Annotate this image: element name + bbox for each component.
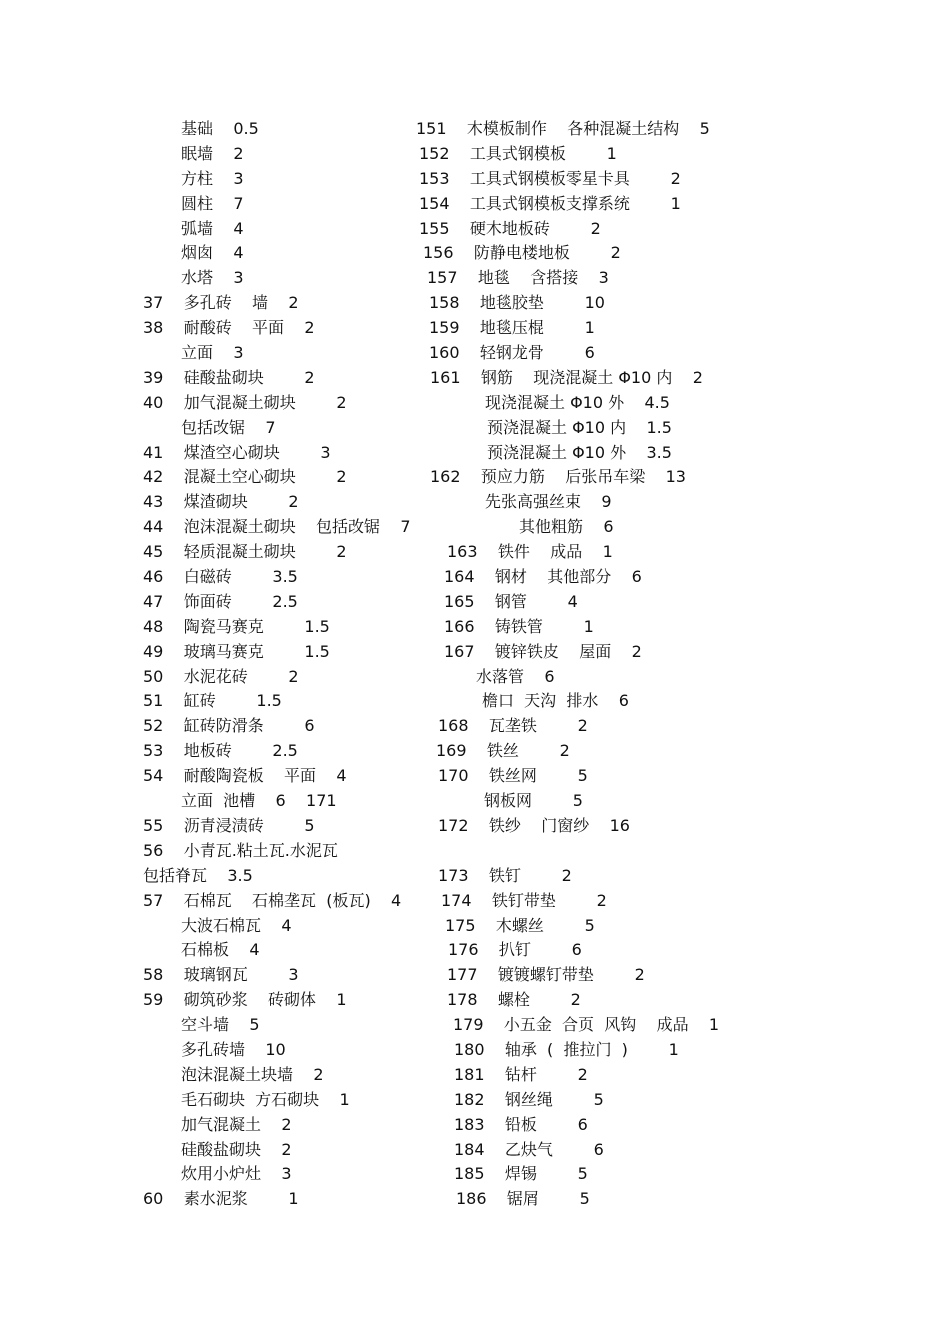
line-text: 176 扒钉 6 [448, 940, 582, 960]
line-text: 立面 3 [181, 343, 244, 363]
text-line [143, 441, 443, 466]
text-line [143, 167, 443, 192]
line-text: 毛石砌块 方石砌块 1 [181, 1089, 350, 1109]
text-line [143, 192, 443, 217]
line-text: 168 瓦垄铁 2 [438, 716, 588, 736]
line-text: 现浇混凝土 Φ10 外 4.5 [485, 392, 670, 412]
text-line [143, 217, 443, 242]
line-text: 47 饰面砖 2.5 [143, 591, 298, 611]
line-text: 石棉板 4 [181, 940, 260, 960]
text-line [416, 465, 746, 490]
text-line [143, 291, 443, 316]
text-line [416, 117, 746, 142]
text-line [416, 665, 746, 690]
text-line [143, 689, 443, 714]
text-line [143, 1187, 443, 1212]
line-text: 169 铁丝 2 [436, 741, 570, 761]
line-text: 水落管 6 [476, 666, 555, 686]
line-text: 41 煤渣空心砌块 3 [143, 442, 331, 462]
line-text: 40 加气混凝土砌块 2 [143, 392, 347, 412]
line-text: 48 陶瓷马赛克 1.5 [143, 616, 330, 636]
text-line [143, 789, 443, 814]
line-text: 163 铁件 成品 1 [447, 542, 613, 562]
line-text: 先张高强丝束 9 [485, 492, 612, 512]
text-line [143, 391, 443, 416]
text-line [416, 540, 746, 565]
line-text: 58 玻璃钢瓦 3 [143, 965, 299, 985]
line-text: 153 工具式钢模板零星卡具 2 [419, 168, 681, 188]
text-line [416, 1187, 746, 1212]
text-line [416, 266, 746, 291]
text-line [143, 366, 443, 391]
text-line [416, 1088, 746, 1113]
text-line [143, 1088, 443, 1113]
text-line [143, 665, 443, 690]
text-line [143, 1038, 443, 1063]
text-line [143, 889, 443, 914]
line-text: 182 钢丝绳 5 [454, 1089, 604, 1109]
text-line [143, 1138, 443, 1163]
line-text: 160 轻钢龙骨 6 [429, 343, 595, 363]
line-text: 方柱 3 [181, 168, 244, 188]
text-line [416, 391, 746, 416]
text-line [143, 1113, 443, 1138]
text-line [416, 217, 746, 242]
right-column [416, 117, 746, 1212]
text-line [143, 416, 443, 441]
left-column [143, 117, 443, 1212]
text-line [416, 615, 746, 640]
text-line [143, 540, 443, 565]
line-text: 52 缸砖防滑条 6 [143, 716, 315, 736]
line-text: 预浇混凝土 Φ10 外 3.5 [487, 442, 672, 462]
line-text: 167 镀锌铁皮 屋面 2 [444, 641, 642, 661]
text-line [143, 615, 443, 640]
text-line [143, 714, 443, 739]
line-text: 180 轴承 ( 推拉门 ) 1 [454, 1039, 679, 1059]
line-text: 硅酸盐砌块 2 [181, 1139, 292, 1159]
text-line [416, 291, 746, 316]
text-line [143, 839, 443, 864]
line-text: 57 石棉瓦 石棉垄瓦 (板瓦) 4 [143, 890, 402, 910]
text-line [416, 1063, 746, 1088]
text-line [143, 938, 443, 963]
line-text: 59 砌筑砂浆 砖砌体 1 [143, 990, 347, 1010]
line-text: 185 焊锡 5 [454, 1164, 588, 1184]
line-text: 175 木螺丝 5 [445, 915, 595, 935]
text-line [416, 988, 746, 1013]
line-text: 174 铁钉带垫 2 [441, 890, 607, 910]
text-line [416, 590, 746, 615]
line-text: 预浇混凝土 Φ10 内 1.5 [487, 417, 672, 437]
line-text: 179 小五金 合页 风钩 成品 1 [453, 1015, 720, 1035]
text-line [143, 465, 443, 490]
text-line [416, 889, 746, 914]
text-line [143, 490, 443, 515]
text-line [416, 565, 746, 590]
line-text: 55 沥青浸渍砖 5 [143, 815, 315, 835]
line-text: 立面 池槽 6 171 [181, 791, 337, 811]
line-text: 186 锯屑 5 [456, 1189, 590, 1209]
line-text: 159 地毯压棍 1 [429, 318, 595, 338]
text-line [416, 789, 746, 814]
line-text: 172 铁纱 门窗纱 16 [438, 815, 630, 835]
text-line [143, 515, 443, 540]
line-text: 151 木模板制作 各种混凝土结构 5 [416, 119, 710, 138]
text-line [143, 341, 443, 366]
text-line [416, 441, 746, 466]
line-text: 包括改锯 7 [181, 417, 276, 437]
line-text: 166 铸铁管 1 [444, 616, 594, 636]
text-line [416, 192, 746, 217]
text-line [416, 366, 746, 391]
text-line [143, 963, 443, 988]
text-line [143, 988, 443, 1013]
text-line [143, 1063, 443, 1088]
line-text: 54 耐酸陶瓷板 平面 4 [143, 766, 347, 786]
line-text: 53 地板砖 2.5 [143, 741, 298, 761]
text-line [416, 1013, 746, 1038]
text-line [143, 1162, 443, 1187]
text-line [416, 963, 746, 988]
line-text: 157 地毯 含搭接 3 [427, 268, 609, 288]
text-line [416, 416, 746, 441]
line-text: 162 预应力筋 后张吊车梁 13 [430, 467, 686, 487]
line-text: 43 煤渣砌块 2 [143, 492, 299, 512]
text-line [416, 341, 746, 366]
text-line [143, 1013, 443, 1038]
text-line [143, 241, 443, 266]
line-text: 38 耐酸砖 平面 2 [143, 318, 315, 338]
line-text: 眠墙 2 [181, 143, 244, 163]
text-line [416, 914, 746, 939]
line-text: 45 轻质混凝土砌块 2 [143, 542, 347, 562]
text-line [416, 839, 746, 864]
line-text: 50 水泥花砖 2 [143, 666, 299, 686]
line-text: 基础 0.5 [181, 119, 259, 138]
line-text: 60 素水泥浆 1 [143, 1189, 299, 1209]
line-text: 炊用小炉灶 3 [181, 1164, 292, 1184]
line-text: 173 铁钉 2 [438, 865, 572, 885]
line-text: 152 工具式钢模板 1 [419, 143, 617, 163]
line-text: 183 铅板 6 [454, 1114, 588, 1134]
line-text: 包括脊瓦 3.5 [143, 865, 253, 885]
text-line [143, 764, 443, 789]
line-text: 弧墙 4 [181, 218, 244, 238]
line-text: 181 钻杆 2 [454, 1064, 588, 1084]
text-line [416, 167, 746, 192]
line-text: 多孔砖墙 10 [181, 1039, 286, 1059]
line-text: 46 白磁砖 3.5 [143, 567, 298, 587]
text-line [416, 689, 746, 714]
text-line [416, 1038, 746, 1063]
line-text: 165 钢管 4 [444, 591, 578, 611]
line-text: 水塔 3 [181, 268, 244, 288]
text-line [143, 590, 443, 615]
text-line [143, 914, 443, 939]
text-line [143, 640, 443, 665]
line-text: 檐口 天沟 排水 6 [482, 691, 629, 711]
line-text: 178 螺栓 2 [447, 990, 581, 1010]
text-line [416, 241, 746, 266]
line-text: 177 镀镀螺钉带垫 2 [447, 965, 645, 985]
line-text: 空斗墙 5 [181, 1015, 260, 1035]
line-text: 170 铁丝网 5 [438, 766, 588, 786]
line-text: 51 缸砖 1.5 [143, 691, 282, 711]
line-text: 161 钢筋 现浇混凝土 Φ10 内 2 [430, 367, 703, 387]
line-text: 56 小青瓦.粘土瓦.水泥瓦 [143, 840, 338, 860]
text-line [416, 515, 746, 540]
text-line [416, 142, 746, 167]
line-text: 164 钢材 其他部分 6 [444, 567, 642, 587]
text-line [416, 739, 746, 764]
text-line [416, 764, 746, 789]
line-text: 烟囱 4 [181, 243, 244, 263]
text-line [416, 1113, 746, 1138]
text-line [143, 142, 443, 167]
text-line [416, 640, 746, 665]
text-line [143, 739, 443, 764]
line-text: 39 硅酸盐砌块 2 [143, 367, 315, 387]
line-text: 泡沫混凝土块墙 2 [181, 1064, 324, 1084]
line-text: 加气混凝土 2 [181, 1114, 292, 1134]
text-line [416, 714, 746, 739]
text-line [416, 1138, 746, 1163]
text-line [416, 938, 746, 963]
line-text: 37 多孔砖 墙 2 [143, 293, 299, 313]
line-text: 钢板网 5 [484, 791, 583, 811]
line-text: 156 防静电楼地板 2 [423, 243, 621, 263]
text-line [143, 117, 443, 142]
text-line [143, 316, 443, 341]
text-line [143, 864, 443, 889]
line-text: 大波石棉瓦 4 [181, 915, 292, 935]
line-text: 49 玻璃马赛克 1.5 [143, 641, 330, 661]
line-text: 圆柱 7 [181, 193, 244, 213]
line-text: 其他粗筋 6 [519, 517, 614, 537]
line-text: 158 地毯胶垫 10 [429, 293, 605, 313]
line-text: 184 乙炔气 6 [454, 1139, 604, 1159]
text-line [416, 1162, 746, 1187]
line-text: 42 混凝土空心砌块 2 [143, 467, 347, 487]
text-line [143, 814, 443, 839]
text-line [416, 316, 746, 341]
text-line [143, 565, 443, 590]
text-line [143, 266, 443, 291]
line-text: 154 工具式钢模板支撑系统 1 [419, 193, 681, 213]
text-line [416, 490, 746, 515]
line-text: 155 硬木地板砖 2 [419, 218, 601, 238]
text-line [416, 864, 746, 889]
text-line [416, 814, 746, 839]
line-text: 44 泡沫混凝土砌块 包括改锯 7 [143, 517, 411, 537]
